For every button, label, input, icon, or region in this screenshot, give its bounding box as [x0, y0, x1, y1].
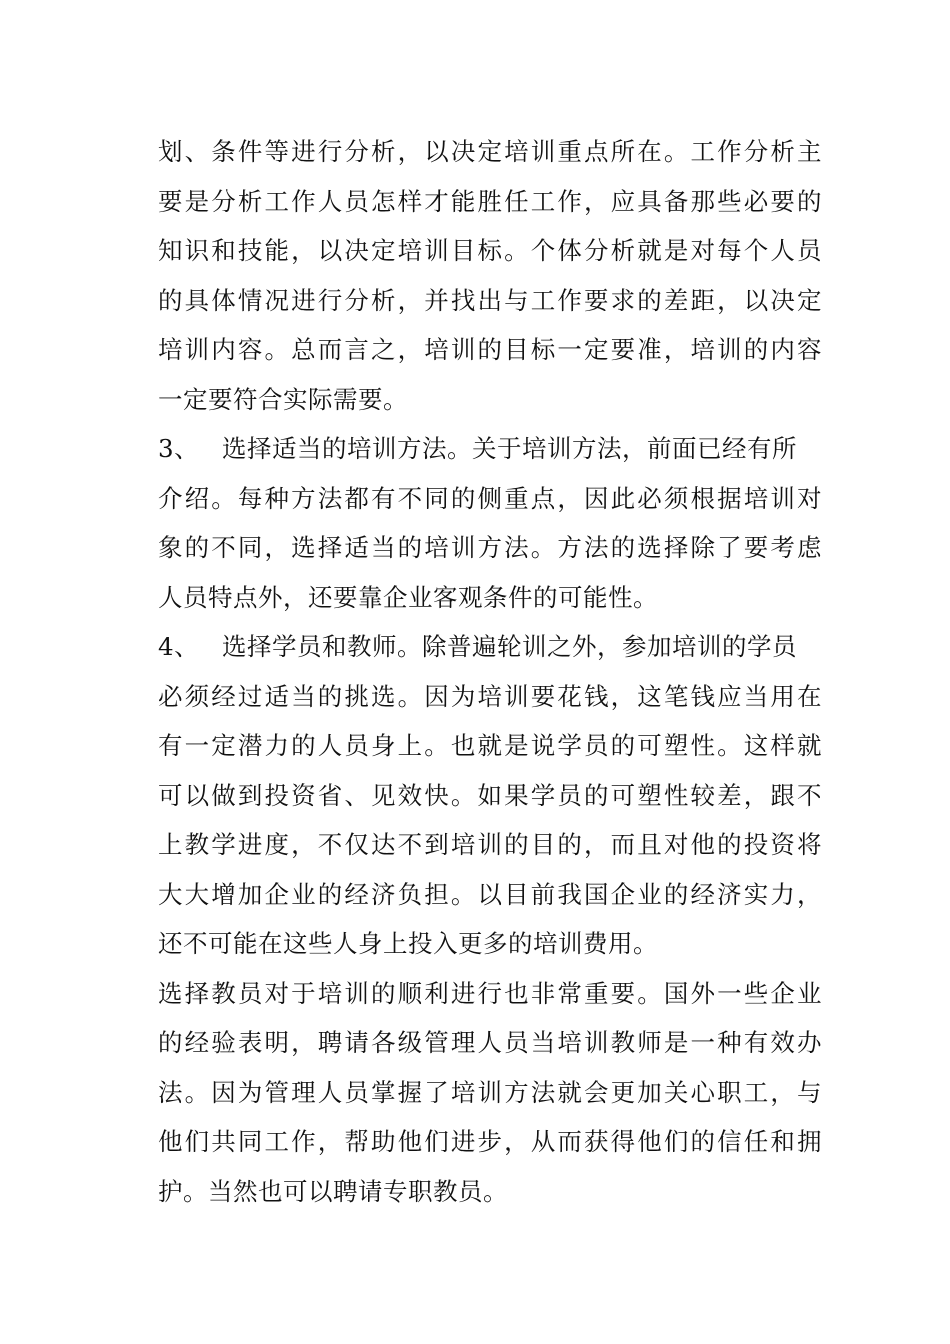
text-line: 人员特点外，还要靠企业客观条件的可能性。 — [158, 582, 658, 612]
text-line: 大大增加企业的经济负担。以目前我国企业的经济实力， — [158, 879, 822, 909]
text-line: 可以做到投资省、见效快。如果学员的可塑性较差，跟不 — [158, 780, 822, 810]
text-line: 一定要符合实际需要。 — [158, 384, 408, 414]
text-line: 上教学进度，不仅达不到培训的目的，而且对他的投资将 — [158, 830, 822, 859]
text-line: 介绍。每种方法都有不同的侧重点，因此必须根据培训对 — [158, 483, 822, 513]
text-line: 的经验表明，聘请各级管理人员当培训教师是一种有效办 — [158, 1028, 822, 1057]
document-body — [158, 127, 822, 1216]
list-number: 4、 — [158, 632, 200, 661]
text-line: 培训内容。总而言之，培训的目标一定要准，培训的内容 — [158, 335, 822, 364]
text-line: 还不可能在这些人身上投入更多的培训费用。 — [158, 929, 658, 958]
text-line: 知识和技能，以决定培训目标。个体分析就是对每个人员 — [158, 236, 822, 265]
text-line: 的具体情况进行分析，并找出与工作要求的差距，以决定 — [158, 285, 822, 315]
list-number: 3、 — [158, 434, 200, 463]
list-item-4 — [158, 622, 822, 969]
text-line: 划、条件等进行分析，以决定培训重点所在。工作分析主 — [158, 137, 822, 166]
paragraph-5 — [158, 969, 822, 1217]
list-item-first-line — [158, 424, 822, 474]
text-line: 要是分析工作人员怎样才能胜任工作，应具备那些必要的 — [158, 186, 822, 216]
text-line: 选择学员和教师。除普遍轮训之外，参加培训的学员 — [222, 632, 797, 661]
text-line: 选择适当的培训方法。关于培训方法，前面已经有所 — [222, 434, 797, 463]
list-item-first-line — [158, 622, 822, 672]
list-item-3 — [158, 424, 822, 622]
text-line: 象的不同，选择适当的培训方法。方法的选择除了要考虑 — [158, 533, 822, 562]
paragraph-1 — [158, 127, 822, 424]
text-line: 他们共同工作，帮助他们进步，从而获得他们的信任和拥 — [158, 1127, 822, 1156]
text-line: 护。当然也可以聘请专职教员。 — [158, 1176, 508, 1206]
text-line: 法。因为管理人员掌握了培训方法就会更加关心职工，与 — [158, 1077, 822, 1107]
text-line: 选择教员对于培训的顺利进行也非常重要。国外一些企业 — [158, 978, 822, 1008]
text-line: 有一定潜力的人员身上。也就是说学员的可塑性。这样就 — [158, 731, 822, 760]
text-line: 必须经过适当的挑选。因为培训要花钱，这笔钱应当用在 — [158, 681, 822, 711]
